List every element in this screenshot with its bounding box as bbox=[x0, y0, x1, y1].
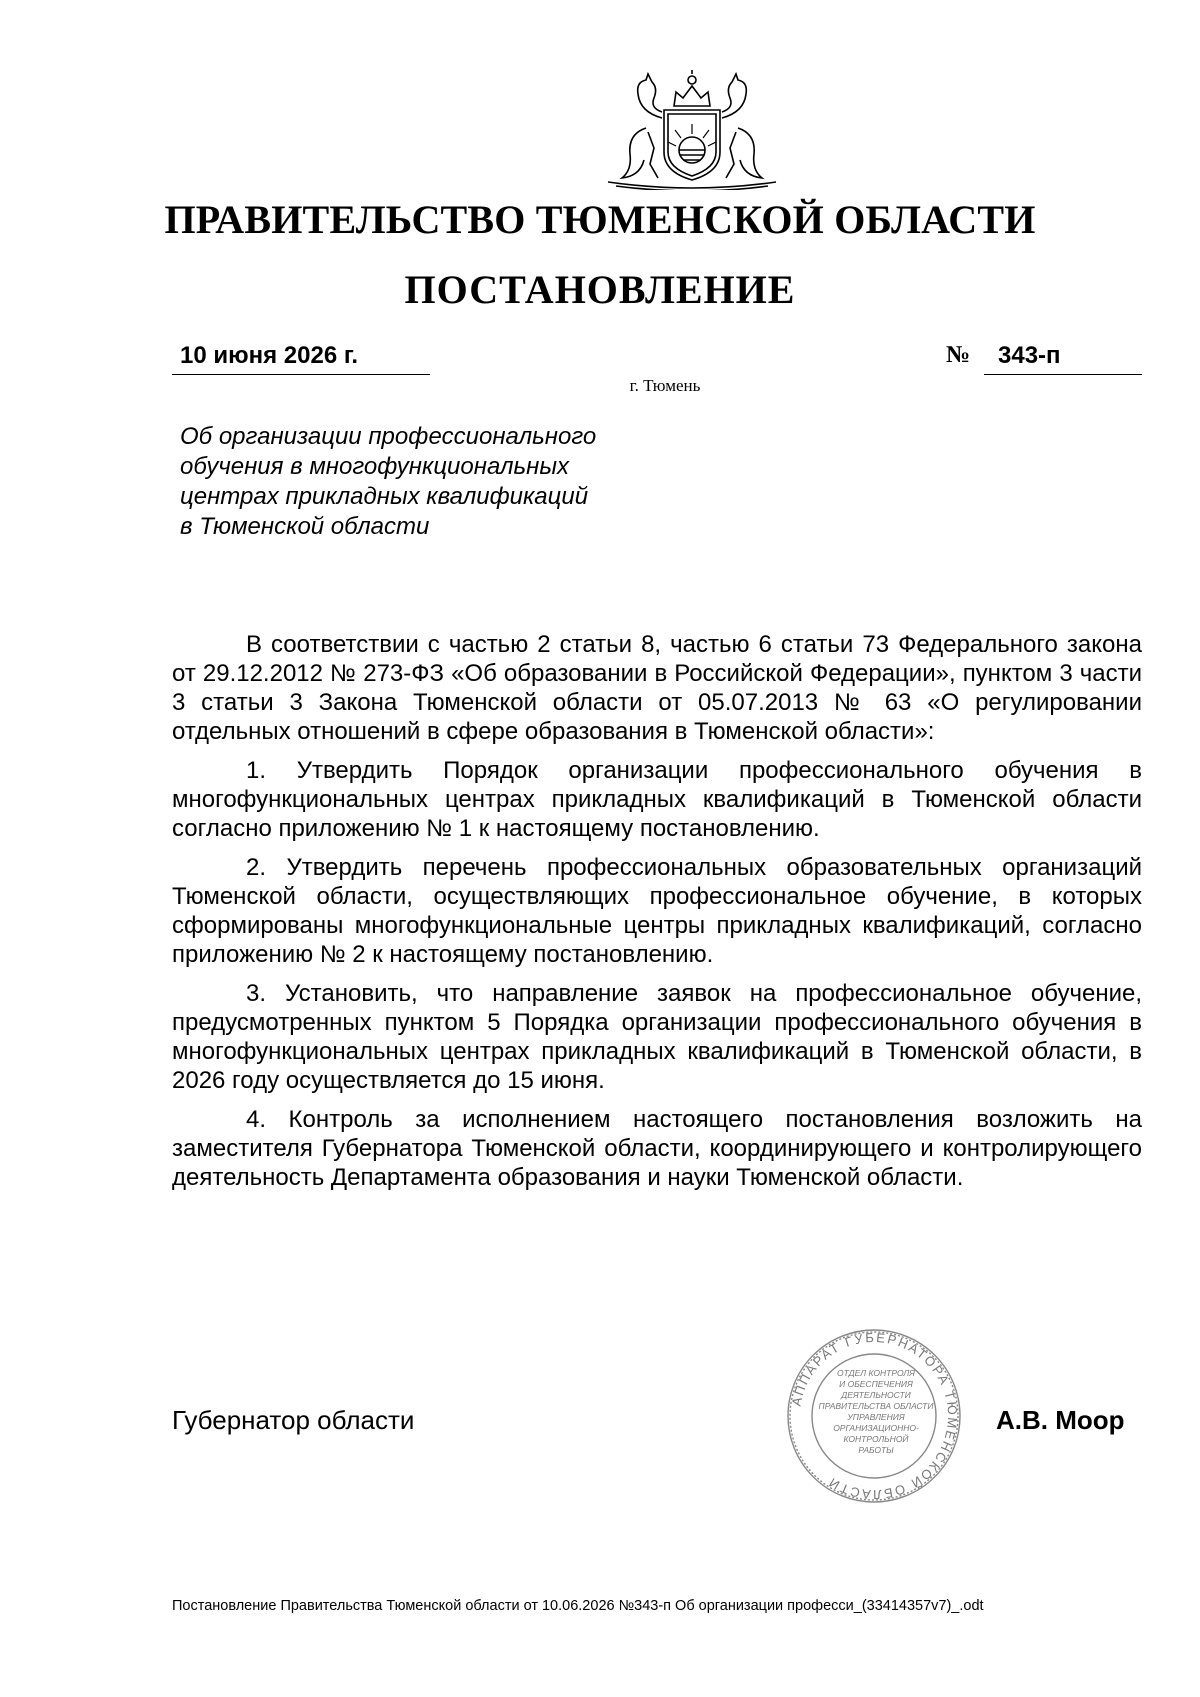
document-date: 10 июня 2026 г. bbox=[180, 342, 359, 369]
stamp-line: ОТДЕЛ КОНТРОЛЯ bbox=[837, 1368, 915, 1378]
government-title: ПРАВИТЕЛЬСТВО ТЮМЕНСКОЙ ОБЛАСТИ bbox=[164, 197, 1036, 242]
stamp-line: КОНТРОЛЬНОЙ bbox=[843, 1434, 909, 1444]
stamp-line: ОРГАНИЗАЦИОННО- bbox=[833, 1423, 919, 1433]
stamp-line: УПРАВЛЕНИЯ bbox=[847, 1412, 905, 1422]
coat-of-arms-icon bbox=[588, 68, 796, 190]
date-field bbox=[172, 340, 430, 375]
document-number: 343-п bbox=[998, 342, 1061, 369]
document-subject bbox=[180, 422, 660, 542]
stamp-line: ПРАВИТЕЛЬСТВА ОБЛАСТИ bbox=[818, 1401, 934, 1411]
stamp-outer-text: АППАРАТ ГУБЕРНАТОРА ТЮМЕНСКОЙ ОБЛАСТИ bbox=[788, 1329, 961, 1503]
resolution-item: 4. Контроль за исполнением настоящего постановления возложить на заместителя Губернатора Тюменской области, координирующего и контролирующего деятельность Департамента образования и науки Тюменской области. bbox=[172, 1106, 1142, 1191]
stamp-line: РАБОТЫ bbox=[858, 1445, 894, 1455]
document-type: ПОСТАНОВЛЕНИЕ bbox=[404, 267, 796, 312]
stamp-line: И ОБЕСПЕЧЕНИЯ bbox=[839, 1379, 913, 1389]
file-footer: Постановление Правительства Тюменской области от 10.06.2026 №343-п Об организации професси_(33414357v7)_.odt bbox=[172, 1598, 984, 1614]
preamble-paragraph: В соответствии с частью 2 статьи 8, частью 6 статьи 73 Федерального закона от 29.12.2012 № 273-ФЗ «Об образовании в Российской Федерации», пунктом 3 части 3 статьи 3 Закона Тюменской области от 05.07.2013 № 63 «О регулировании отдельных отношений в сфере образования в Тюменской области»: bbox=[172, 631, 1142, 745]
subject-line: обучения в многофункциональных bbox=[180, 453, 570, 480]
number-sign: № bbox=[946, 342, 971, 368]
signatory-role: Губернатор области bbox=[172, 1405, 415, 1435]
resolution-item: 3. Установить, что направление заявок на профессиональное обучение, предусмотренных пунктом 5 Порядка организации профессионального обучения в многофункциональных центрах прикладных квалификаций в Тюменской области, в 2026 году осуществляется до 15 июня. bbox=[172, 980, 1142, 1094]
resolution-item: 1. Утвердить Порядок организации профессионального обучения в многофункциональных центрах прикладных квалификаций в Тюменской области согласно приложению № 1 к настоящему постановлению. bbox=[172, 757, 1142, 842]
signatory-name: А.В. Моор bbox=[996, 1405, 1125, 1435]
number-field bbox=[984, 340, 1142, 375]
resolution-item: 2. Утвердить перечень профессиональных образовательных организаций Тюменской области, осуществляющих профессиональное обучение, в которых сформированы многофункциональные центры прикладных квалификаций, согласно приложению № 2 к настоящему постановлению. bbox=[172, 854, 1142, 968]
subject-line: Об организации профессионального bbox=[180, 423, 597, 450]
subject-line: центрах прикладных квалификаций bbox=[180, 483, 589, 510]
official-stamp bbox=[786, 1328, 962, 1504]
document-body bbox=[172, 630, 1142, 1202]
city-label: г. Тюмень bbox=[629, 376, 701, 395]
subject-line: в Тюменской области bbox=[180, 513, 430, 540]
stamp-line: ДЕЯТЕЛЬНОСТИ bbox=[841, 1390, 911, 1400]
